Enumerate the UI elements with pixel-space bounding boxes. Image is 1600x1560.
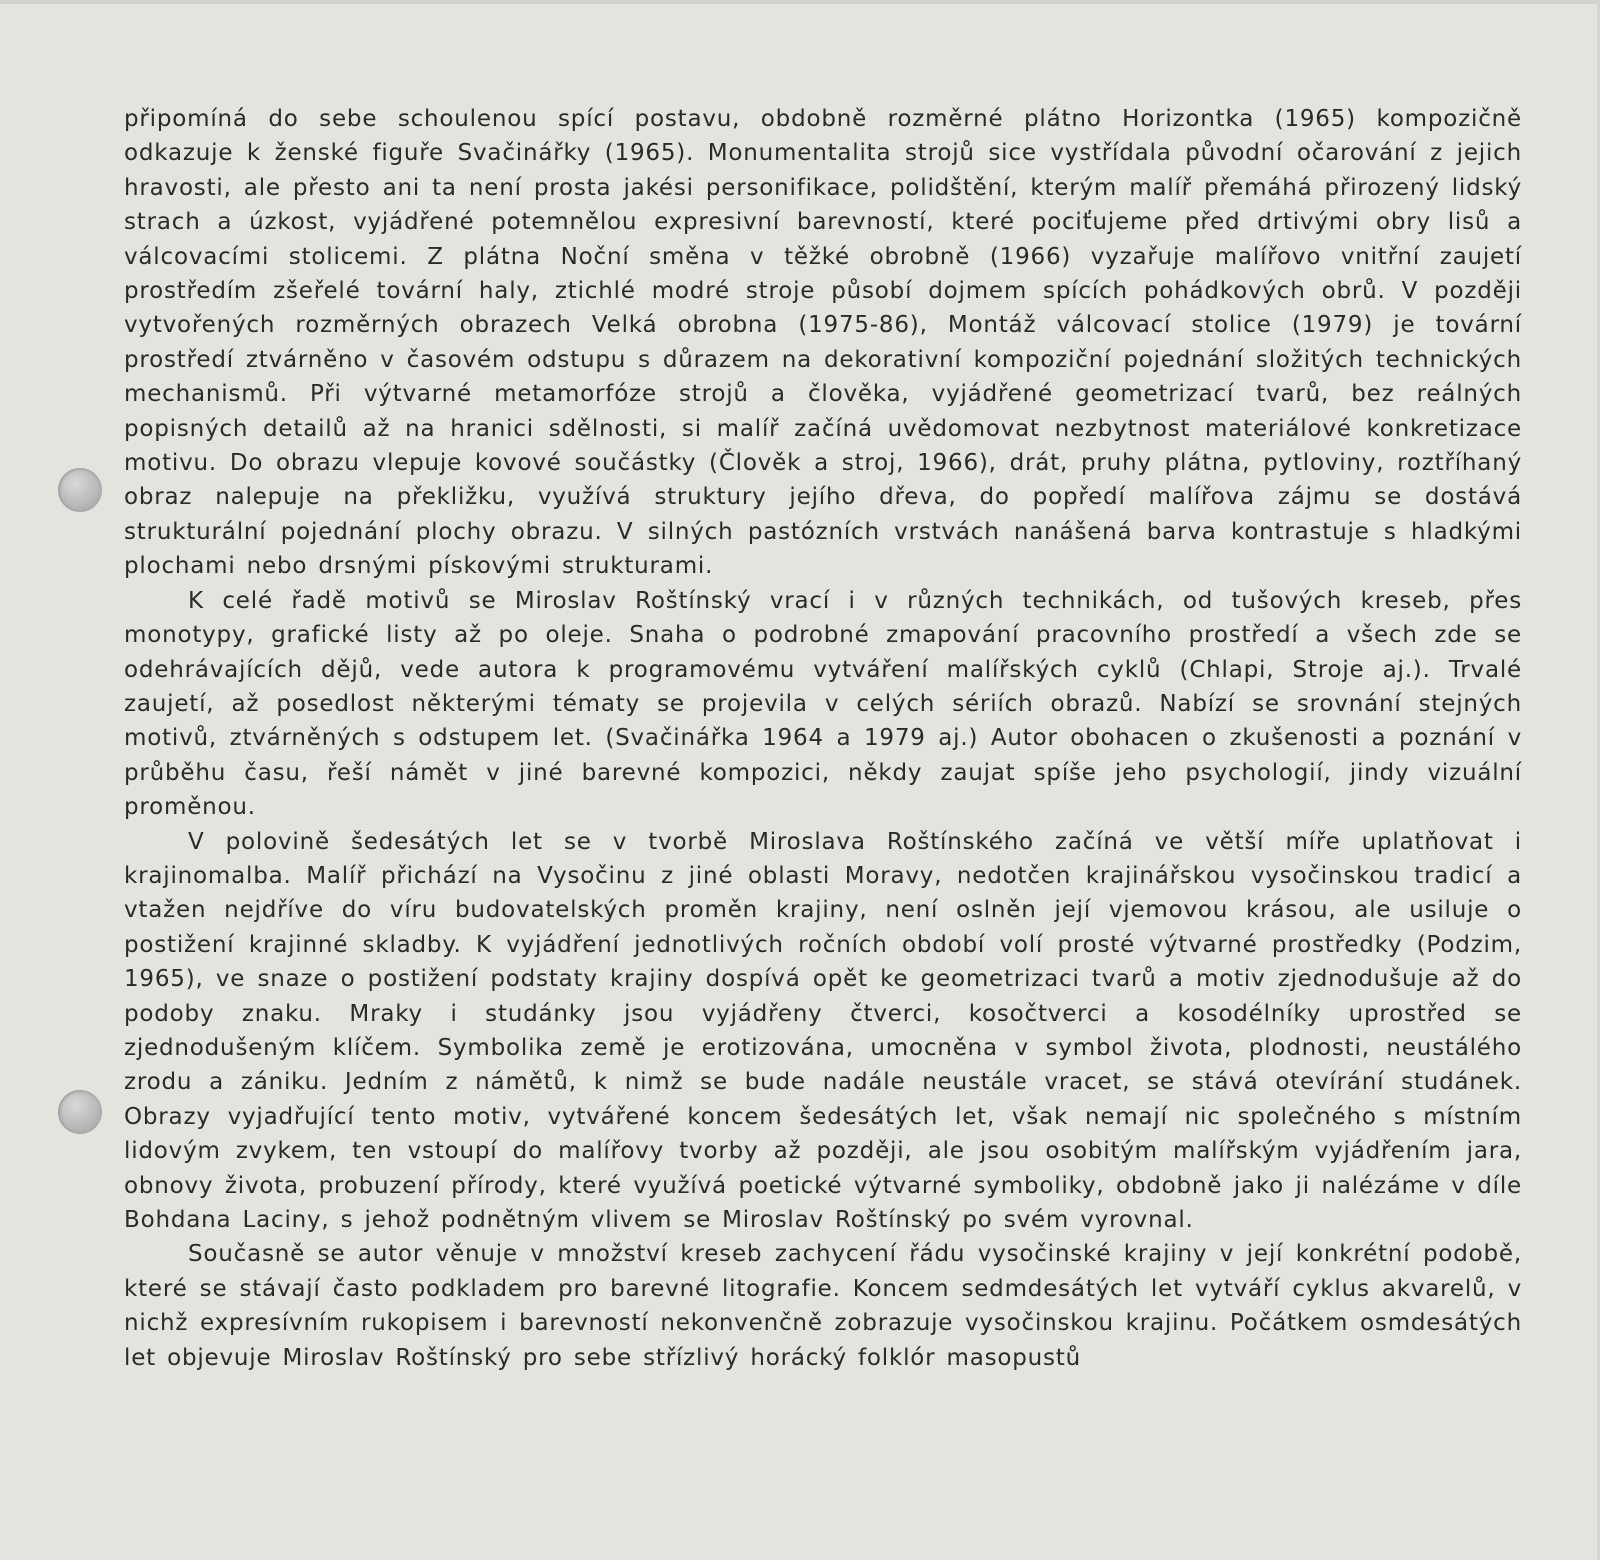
punch-hole-top — [58, 468, 102, 512]
page-top-edge — [0, 0, 1600, 4]
paragraph-3: V polovině šedesátých let se v tvorbě Miroslava Roštínského začíná ve větší míře uplatňovat i krajinomalba. Malíř přichází na Vysočinu z jiné oblasti Moravy, nedotčen krajinářskou vysočinskou tradicí a vtažen nejdříve do víru budovatelských proměn krajiny, není oslněn její vjemovou krásou, ale usiluje o postižení krajinné skladby. K vyjádření jednotlivých ročních období volí prosté výtvarné prostředky (Podzim, 1965), ve snaze o postižení podstaty krajiny dospívá opět ke geometrizaci tvarů a motiv zjednodušuje až do podoby znaku. Mraky i studánky jsou vyjádřeny čtverci, kosočtverci a kosodélníky uprostřed se zjednodušeným klíčem. Symbolika země je erotizována, umocněna v symbol života, plodnosti, neustálého zrodu a zániku. Jedním z námětů, k nimž se bude nadále neustále vracet, se stává otevírání studánek. Obrazy vyjadřující tento motiv, vytvářené koncem šedesátých let, však nemají nic společného s místním lidovým zvykem, ten vstoupí do malířovy tvorby až později, ale jsou osobitým malířským vyjádřením jara, obnovy života, probuzení přírody, které využívá poetické výtvarné symboliky, obdobně jako ji nalézáme v díle Bohdana Laciny, s jehož podnětným vlivem se Miroslav Roštínský po svém vyrovnal. — [124, 828, 1522, 1233]
paragraph-4: Současně se autor věnuje v množství kreseb zachycení řádu vysočinské krajiny v její konkrétní podobě, které se stávají často podkladem pro barevné litografie. Koncem sedmdesátých let vytváří cyklus akvarelů, v nichž expresívním rukopisem i barevností nekonvenčně zobrazuje vysočinskou krajinu. Počátkem osmdesátých let objevuje Miroslav Roštínský pro sebe střízlivý horácký folklór masopustů — [124, 1241, 1522, 1371]
paragraph-2: K celé řadě motivů se Miroslav Roštínský vrací i v různých technikách, od tušových kreseb, přes monotypy, grafické listy až po oleje. Snaha o podrobné zmapování pracovního prostředí a všech zde se odehrávajících dějů, vede autora k programovému vytváření malířských cyklů (Chlapi, Stroje aj.). Trvalé zaujetí, až posedlost některými tématy se projevila v celých sériích obrazů. Nabízí se srovnání stejných motivů, ztvárněných s odstupem let. (Svačinářka 1964 a 1979 aj.) Autor obohacen o zkušenosti a poznání v průběhu času, řeší námět v jiné barevné kompozici, někdy zaujat spíše jeho psychologií, jindy vizuální proměnou. — [124, 587, 1522, 821]
punch-hole-bottom — [58, 1090, 102, 1134]
paragraph-1: připomíná do sebe schoulenou spící postavu, obdobně rozměrné plátno Horizontka (1965) kompozičně odkazuje k ženské figuře Svačinářky (1965). Monumentalita strojů sice vystřídala původní očarování z jejich hravosti, ale přesto ani ta není prosta jakési personifikace, polidštění, kterým malíř přemáhá přirozený lidský strach a úzkost, vyjádřené potemnělou expresivní barevností, které pociťujeme před drtivými obry lisů a válcovacími stolicemi. Z plátna Noční směna v těžké obrobně (1966) vyzařuje malířovo vnitřní zaujetí prostředím zšeřelé tovární haly, ztichlé modré stroje působí dojmem spících pohádkových obrů. V později vytvořených rozměrných obrazech Velká obrobna (1975-86), Montáž válcovací stolice (1979) je tovární prostředí ztvárněno v časovém odstupu s důrazem na dekorativní kompoziční pojednání složitých technických mechanismů. Při výtvarné metamorfóze strojů a člověka, vyjádřené geometrizací tvarů, bez reálných popisných detailů až na hranici sdělnosti, si malíř začíná uvědomovat nezbytnost materiálové konkretizace motivu. Do obrazu vlepuje kovové součástky (Člověk a stroj, 1966), drát, pruhy plátna, pytloviny, roztříhaný obraz nalepuje na překližku, využívá struktury jejího dřeva, do popředí malířova zájmu se dostává strukturální pojednání plochy obrazu. V silných pastózních vrstvách nanášená barva kontrastuje s hladkými plochami nebo drsnými pískovými strukturami. — [124, 106, 1522, 580]
body-text — [124, 102, 1522, 1375]
